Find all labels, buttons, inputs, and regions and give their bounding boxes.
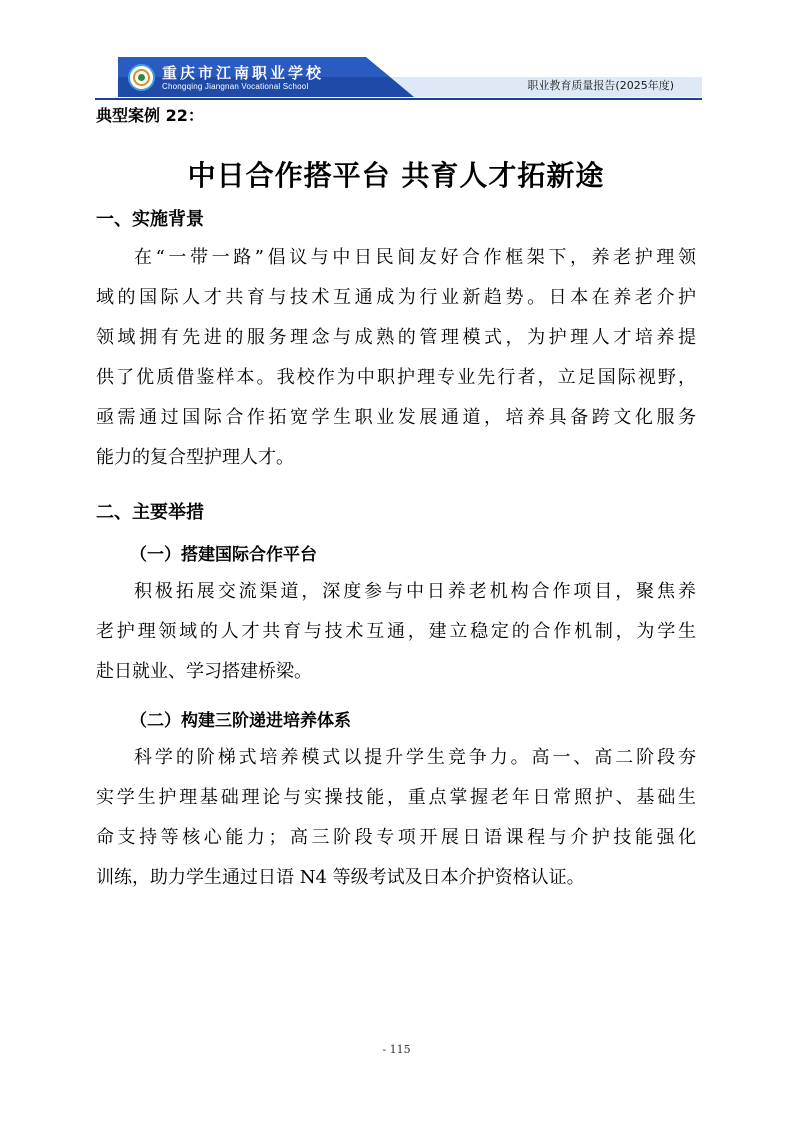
page-title: 中日合作搭平台 共育人才拓新途 xyxy=(187,159,605,192)
case-label: 典型案例 22： xyxy=(96,106,204,125)
paragraph-line: 在“一带一路”倡议与中日民间友好合作框架下，养老护理领 xyxy=(134,247,696,268)
subsection-heading-training-system: （二）构建三阶递进培养体系 xyxy=(130,711,351,731)
paragraph-line: 供了优质借鉴样本。我校作为中职护理专业先行者，立足国际视野， xyxy=(96,367,696,388)
paragraph-line: 科学的阶梯式培养模式以提升学生竞争力。高一、高二阶段夯 xyxy=(134,747,696,768)
paragraph-line: 能力的复合型护理人才。 xyxy=(96,447,294,468)
paragraph-line: 域的国际人才共育与技术互通成为行业新趋势。日本在养老介护 xyxy=(96,287,696,308)
header-divider xyxy=(95,98,702,100)
section-heading-measures: 二、主要举措 xyxy=(96,502,204,523)
paragraph-line: 命支持等核心能力；高三阶段专项开展日语课程与介护技能强化 xyxy=(96,827,696,848)
report-title: 职业教育质量报告(2025年度) xyxy=(527,79,674,92)
paragraph-line: 亟需通过国际合作拓宽学生职业发展通道，培养具备跨文化服务 xyxy=(96,407,696,428)
background-paragraph xyxy=(96,238,696,478)
section-heading-background: 一、实施背景 xyxy=(96,209,204,230)
paragraph-line: 训练，助力学生通过日语 N4 等级考试及日本介护资格认证。 xyxy=(96,867,585,888)
page-header xyxy=(110,57,702,97)
page-number: - 115 xyxy=(382,1043,411,1056)
school-name-cn: 重庆市江南职业学校 xyxy=(162,64,325,82)
paragraph-line: 赴日就业、学习搭建桥梁。 xyxy=(96,661,312,682)
platform-paragraph xyxy=(96,572,696,692)
paragraph-line: 实学生护理基础理论与实操技能，重点掌握老年日常照护、基础生 xyxy=(96,787,696,808)
training-system-paragraph xyxy=(96,738,696,898)
paragraph-line: 老护理领域的人才共育与技术互通，建立稳定的合作机制，为学生 xyxy=(96,621,696,642)
school-logo-icon xyxy=(128,64,155,91)
school-name-en: Chongqing Jiangnan Vocational School xyxy=(162,82,309,91)
paragraph-line: 积极拓展交流渠道，深度参与中日养老机构合作项目，聚焦养 xyxy=(134,581,696,602)
paragraph-line: 领域拥有先进的服务理念与成熟的管理模式，为护理人才培养提 xyxy=(96,327,696,348)
subsection-heading-platform: （一）搭建国际合作平台 xyxy=(130,545,317,565)
